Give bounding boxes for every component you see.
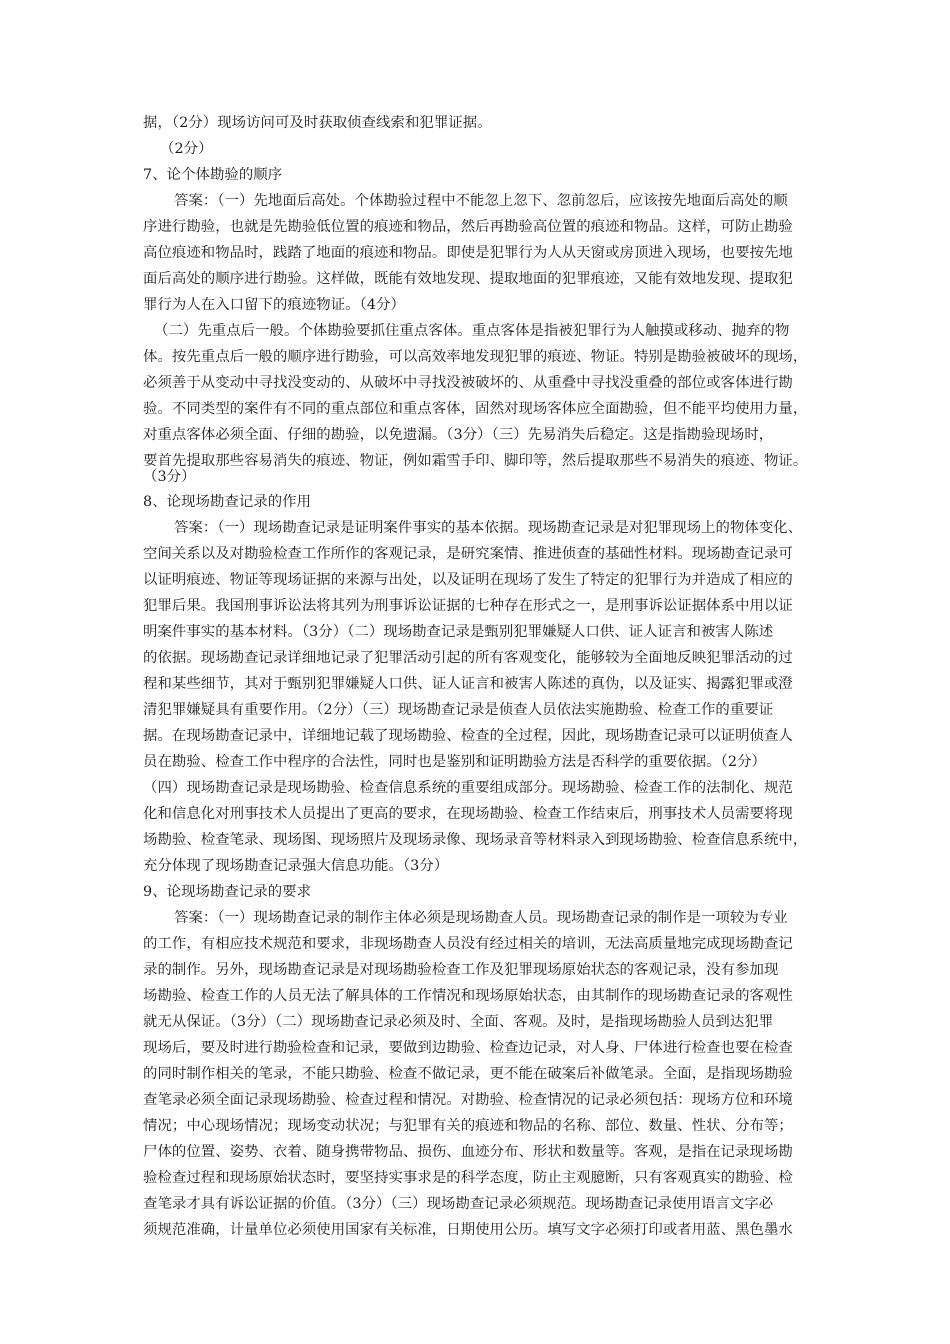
text-line: （四）现场勘查记录是现场勘验、检查信息系统的重要组成部分。现场勘验、检查工作的法制化、规范 xyxy=(143,780,793,796)
text-line: 场勘验、检查工作的人员无法了解具体的工作情况和现场原始状态，由其制作的现场勘查记录的客观性 xyxy=(143,988,793,1004)
text-line: 要首先提取那些容易消失的痕迹、物证，例如霜雪手印、脚印等，然后提取那些不易消失的痕迹、物证。 xyxy=(143,453,808,469)
text-line: 程和某些细节，其对于甄别犯罪嫌疑人口供、证人证言和被害人陈述的真伪，以及证实、揭露犯罪或澄 xyxy=(143,676,793,692)
text-line: 验检查过程和现场原始状态时，要坚持实事求是的科学态度，防止主观臆断，只有客观真实的勘验、检 xyxy=(143,1170,793,1186)
text-line: 尸体的位置、姿势、衣着、随身携带物品、损伤、血迹分布、形状和数量等。客观，是指在记录现场勘 xyxy=(143,1144,793,1160)
text-line: 据。在现场勘查记录中，详细地记载了现场勘验、检查的全过程，因此，现场勘查记录可以证明侦查人 xyxy=(143,728,793,744)
text-line: 情况；中心现场情况；现场变动状况；与犯罪有关的痕迹和物品的名称、部位、数量、性状、分布等； xyxy=(143,1118,793,1134)
text-line: 员在勘验、检查工作中程序的合法性，同时也是鉴别和证明勘验方法是否科学的重要依据。（2分） xyxy=(143,754,766,770)
text-line: 的工作，有相应技术规范和要求，非现场勘查人员没有经过相关的培训，无法高质量地完成现场勘查记 xyxy=(143,936,793,952)
text-line: 空间关系以及对勘验检查工作所作的客观记录，是研究案情、推进侦查的基础性材料。现场勘查记录可 xyxy=(143,546,793,562)
text-line: （二）先重点后一般。个体勘验要抓住重点客体。重点客体是指被犯罪行为人触摸或移动、抛弃的物 xyxy=(154,323,790,339)
text-line: 就无从保证。（3分）（二）现场勘查记录必须及时、全面、客观。及时，是指现场勘验人员到达犯罪 xyxy=(143,1014,774,1030)
text-line: 据，（2分）现场访问可及时获取侦查线索和犯罪证据。 xyxy=(143,115,492,131)
text-line: 犯罪后果。我国刑事诉讼法将其列为刑事诉讼证据的七种存在形式之一，是刑事诉讼证据体系中用以证 xyxy=(143,598,793,614)
text-line: 的依据。现场勘查记录详细地记录了犯罪活动引起的所有客观变化，能够较为全面地反映犯罪活动的过 xyxy=(143,650,793,666)
text-line: 录的制作。另外，现场勘查记录是对现场勘验检查工作及犯罪现场原始状态的客观记录，没有参加现 xyxy=(143,962,779,978)
text-line: 高位痕迹和物品时，践踏了地面的痕迹和物品。即使是犯罪行为人从天窗或房顶进入现场，也要按先地 xyxy=(143,245,793,261)
text-line: 场勘验、检查笔录、现场图、现场照片及现场录像、现场录音等材料录入到现场勘验、检查信息系统中， xyxy=(143,832,808,848)
text-line: （3分） xyxy=(143,469,196,485)
text-line: 验。不同类型的案件有不同的重点部位和重点客体，固然对现场客体应全面勘验，但不能平均使用力量， xyxy=(143,401,808,417)
text-line: （2分） xyxy=(160,141,213,157)
text-line: 充分体现了现场勘查记录强大信息功能。（3分） xyxy=(143,858,449,874)
text-line: 须规范准确，计量单位必须使用国家有关标准，日期使用公历。填写文字必须打印或者用蓝、黑色墨水 xyxy=(143,1222,793,1238)
text-line: 答案：（一）现场勘查记录的制作主体必须是现场勘查人员。现场勘查记录的制作是一项较为专业 xyxy=(174,910,788,926)
text-line: 对重点客体必须全面、仔细的勘验，以免遗漏。（3分）（三）先易消失后稳定。这是指勘验现场时， xyxy=(143,427,774,443)
text-line: 清犯罪嫌疑具有重要作用。（2分）（三）现场勘查记录是侦查人员依法实施勘验、检查工作的重要证 xyxy=(143,702,774,718)
text-line: 查笔录必须全面记录现场勘验、检查过程和情况。对勘验、检查情况的记录必须包括：现场方位和环境 xyxy=(143,1092,793,1108)
text-line: 罪行为人在入口留下的痕迹物证。（4分） xyxy=(143,297,405,313)
text-line: 答案：（一）现场勘查记录是证明案件事实的基本依据。现场勘查记录是对犯罪现场上的物体变化、 xyxy=(174,520,803,536)
question-heading-7: 7、论个体勘验的顺序 xyxy=(143,167,283,183)
text-line: 答案：（一）先地面后高处。个体勘验过程中不能忽上忽下、忽前忽后，应该按先地面后高处的顺 xyxy=(174,193,788,209)
text-line: 体。按先重点后一般的顺序进行勘验，可以高效率地发现犯罪的痕迹、物证。特别是勘验被破坏的现场， xyxy=(143,349,808,365)
text-line: 面后高处的顺序进行勘验。这样做，既能有效地发现、提取地面的犯罪痕迹，又能有效地发现、提取犯 xyxy=(143,271,793,287)
text-line: 必须善于从变动中寻找没变动的、从破坏中寻找没被破坏的、从重叠中寻找没重叠的部位或客体进行勘 xyxy=(143,375,793,391)
question-heading-9: 9、论现场勘查记录的要求 xyxy=(143,884,312,900)
text-line: 化和信息化对刑事技术人员提出了更高的要求，在现场勘验、检查工作结束后，刑事技术人员需要将现 xyxy=(143,806,793,822)
text-line: 的同时制作相关的笔录，不能只勘验、检查不做记录，更不能在破案后补做笔录。全面，是指现场勘验 xyxy=(143,1066,793,1082)
text-line: 明案件事实的基本材料。（3分）（二）现场勘查记录是甄别犯罪嫌疑人口供、证人证言和被害人陈述 xyxy=(143,624,774,640)
text-line: 以证明痕迹、物证等现场证据的来源与出处，以及证明在现场了发生了特定的犯罪行为并造成了相应的 xyxy=(143,572,793,588)
text-line: 查笔录才具有诉讼证据的价值。（3分）（三）现场勘查记录必须规范。现场勘查记录使用语言文字必 xyxy=(143,1196,774,1212)
text-line: 序进行勘验，也就是先勘验低位置的痕迹和物品，然后再勘验高位置的痕迹和物品。这样，可防止勘验 xyxy=(143,219,793,235)
question-heading-8: 8、论现场勘查记录的作用 xyxy=(143,494,312,510)
text-line: 现场后，要及时进行勘验检查和记录，要做到边勘验、检查边记录，对人身、尸体进行检查也要在检查 xyxy=(143,1040,793,1056)
